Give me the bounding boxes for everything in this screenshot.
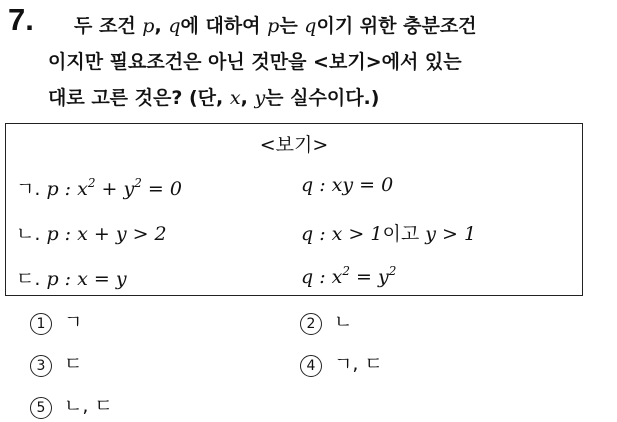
- box-title: <보기>: [259, 134, 329, 156]
- condition-row: [6, 264, 582, 298]
- var-q: q: [304, 15, 317, 37]
- p-expression: : x = y: [58, 268, 127, 290]
- q-expression: : x: [313, 266, 343, 288]
- stem-text: 에 대하여: [180, 15, 268, 37]
- choice-text: ㄴ, ㄷ: [64, 395, 113, 417]
- stem-line-2: 이지만 필요조건은 아닌 것만을 <보기>에서 있는: [48, 51, 462, 73]
- choice-number-badge: 5: [30, 397, 52, 419]
- row-label: ㄱ.: [16, 178, 41, 200]
- condition-q: [301, 219, 476, 246]
- superscript: 2: [87, 176, 96, 190]
- stem-text: 는 실수이다.): [265, 87, 380, 109]
- p-expression: + y: [95, 178, 135, 200]
- answer-choice-1[interactable]: [30, 307, 82, 335]
- var-p: p: [267, 15, 280, 37]
- choice-text: ㄱ, ㄷ: [334, 353, 383, 375]
- superscript: 2: [134, 176, 142, 190]
- superscript: 2: [388, 264, 397, 278]
- condition-q: [301, 174, 393, 196]
- choice-number-badge: 1: [30, 313, 52, 335]
- stem-line-1: [48, 8, 608, 44]
- question-number: 7.: [8, 2, 34, 37]
- answer-choice-3[interactable]: [30, 349, 82, 377]
- var-y: y: [254, 87, 266, 109]
- q-prefix: q: [301, 223, 314, 245]
- q-expression: = y: [350, 266, 389, 288]
- p-expression: = 0: [141, 178, 182, 200]
- row-label: ㄷ.: [16, 268, 41, 290]
- choice-number-badge: 2: [300, 313, 322, 335]
- condition-row: [6, 219, 582, 253]
- q-expression: y > 1: [419, 223, 477, 245]
- q-prefix: q: [301, 174, 314, 196]
- var-p: p: [142, 15, 155, 37]
- answer-choice-2[interactable]: [300, 307, 352, 335]
- stem-line-3: [48, 80, 608, 116]
- p-expression: : x: [58, 178, 88, 200]
- q-connector: 이고: [382, 223, 420, 245]
- stem-text: ,: [240, 87, 255, 109]
- choice-number-badge: 4: [300, 355, 322, 377]
- choice-number-badge: 3: [30, 355, 52, 377]
- p-prefix: p: [46, 268, 59, 290]
- stem-text: 대로 고른 것은? (단,: [48, 87, 230, 109]
- example-box: [5, 123, 583, 296]
- stem-text: 는: [279, 15, 305, 37]
- q-expression: : xy = 0: [313, 174, 394, 196]
- choice-text: ㄷ: [64, 353, 83, 375]
- condition-q: [301, 264, 396, 288]
- superscript: 2: [342, 264, 351, 278]
- stem-text: 이기 위한 충분조건: [316, 15, 477, 37]
- q-expression: : x > 1: [313, 223, 383, 245]
- answer-choice-5[interactable]: [30, 391, 113, 419]
- condition-p: [16, 264, 127, 291]
- choice-text: ㄴ: [334, 311, 353, 333]
- question-stem: [48, 8, 608, 116]
- q-prefix: q: [301, 266, 314, 288]
- p-expression: : x + y > 2: [58, 223, 167, 245]
- condition-p: [16, 219, 167, 246]
- p-prefix: p: [46, 178, 59, 200]
- stem-text: 두 조건: [74, 15, 143, 37]
- var-x: x: [229, 87, 241, 109]
- stem-text: ,: [154, 15, 169, 37]
- p-prefix: p: [46, 223, 59, 245]
- condition-p: [16, 174, 182, 201]
- condition-row: [6, 174, 582, 208]
- choice-text: ㄱ: [64, 311, 83, 333]
- var-q: q: [168, 15, 181, 37]
- row-label: ㄴ.: [16, 223, 41, 245]
- answer-choice-4[interactable]: [300, 349, 383, 377]
